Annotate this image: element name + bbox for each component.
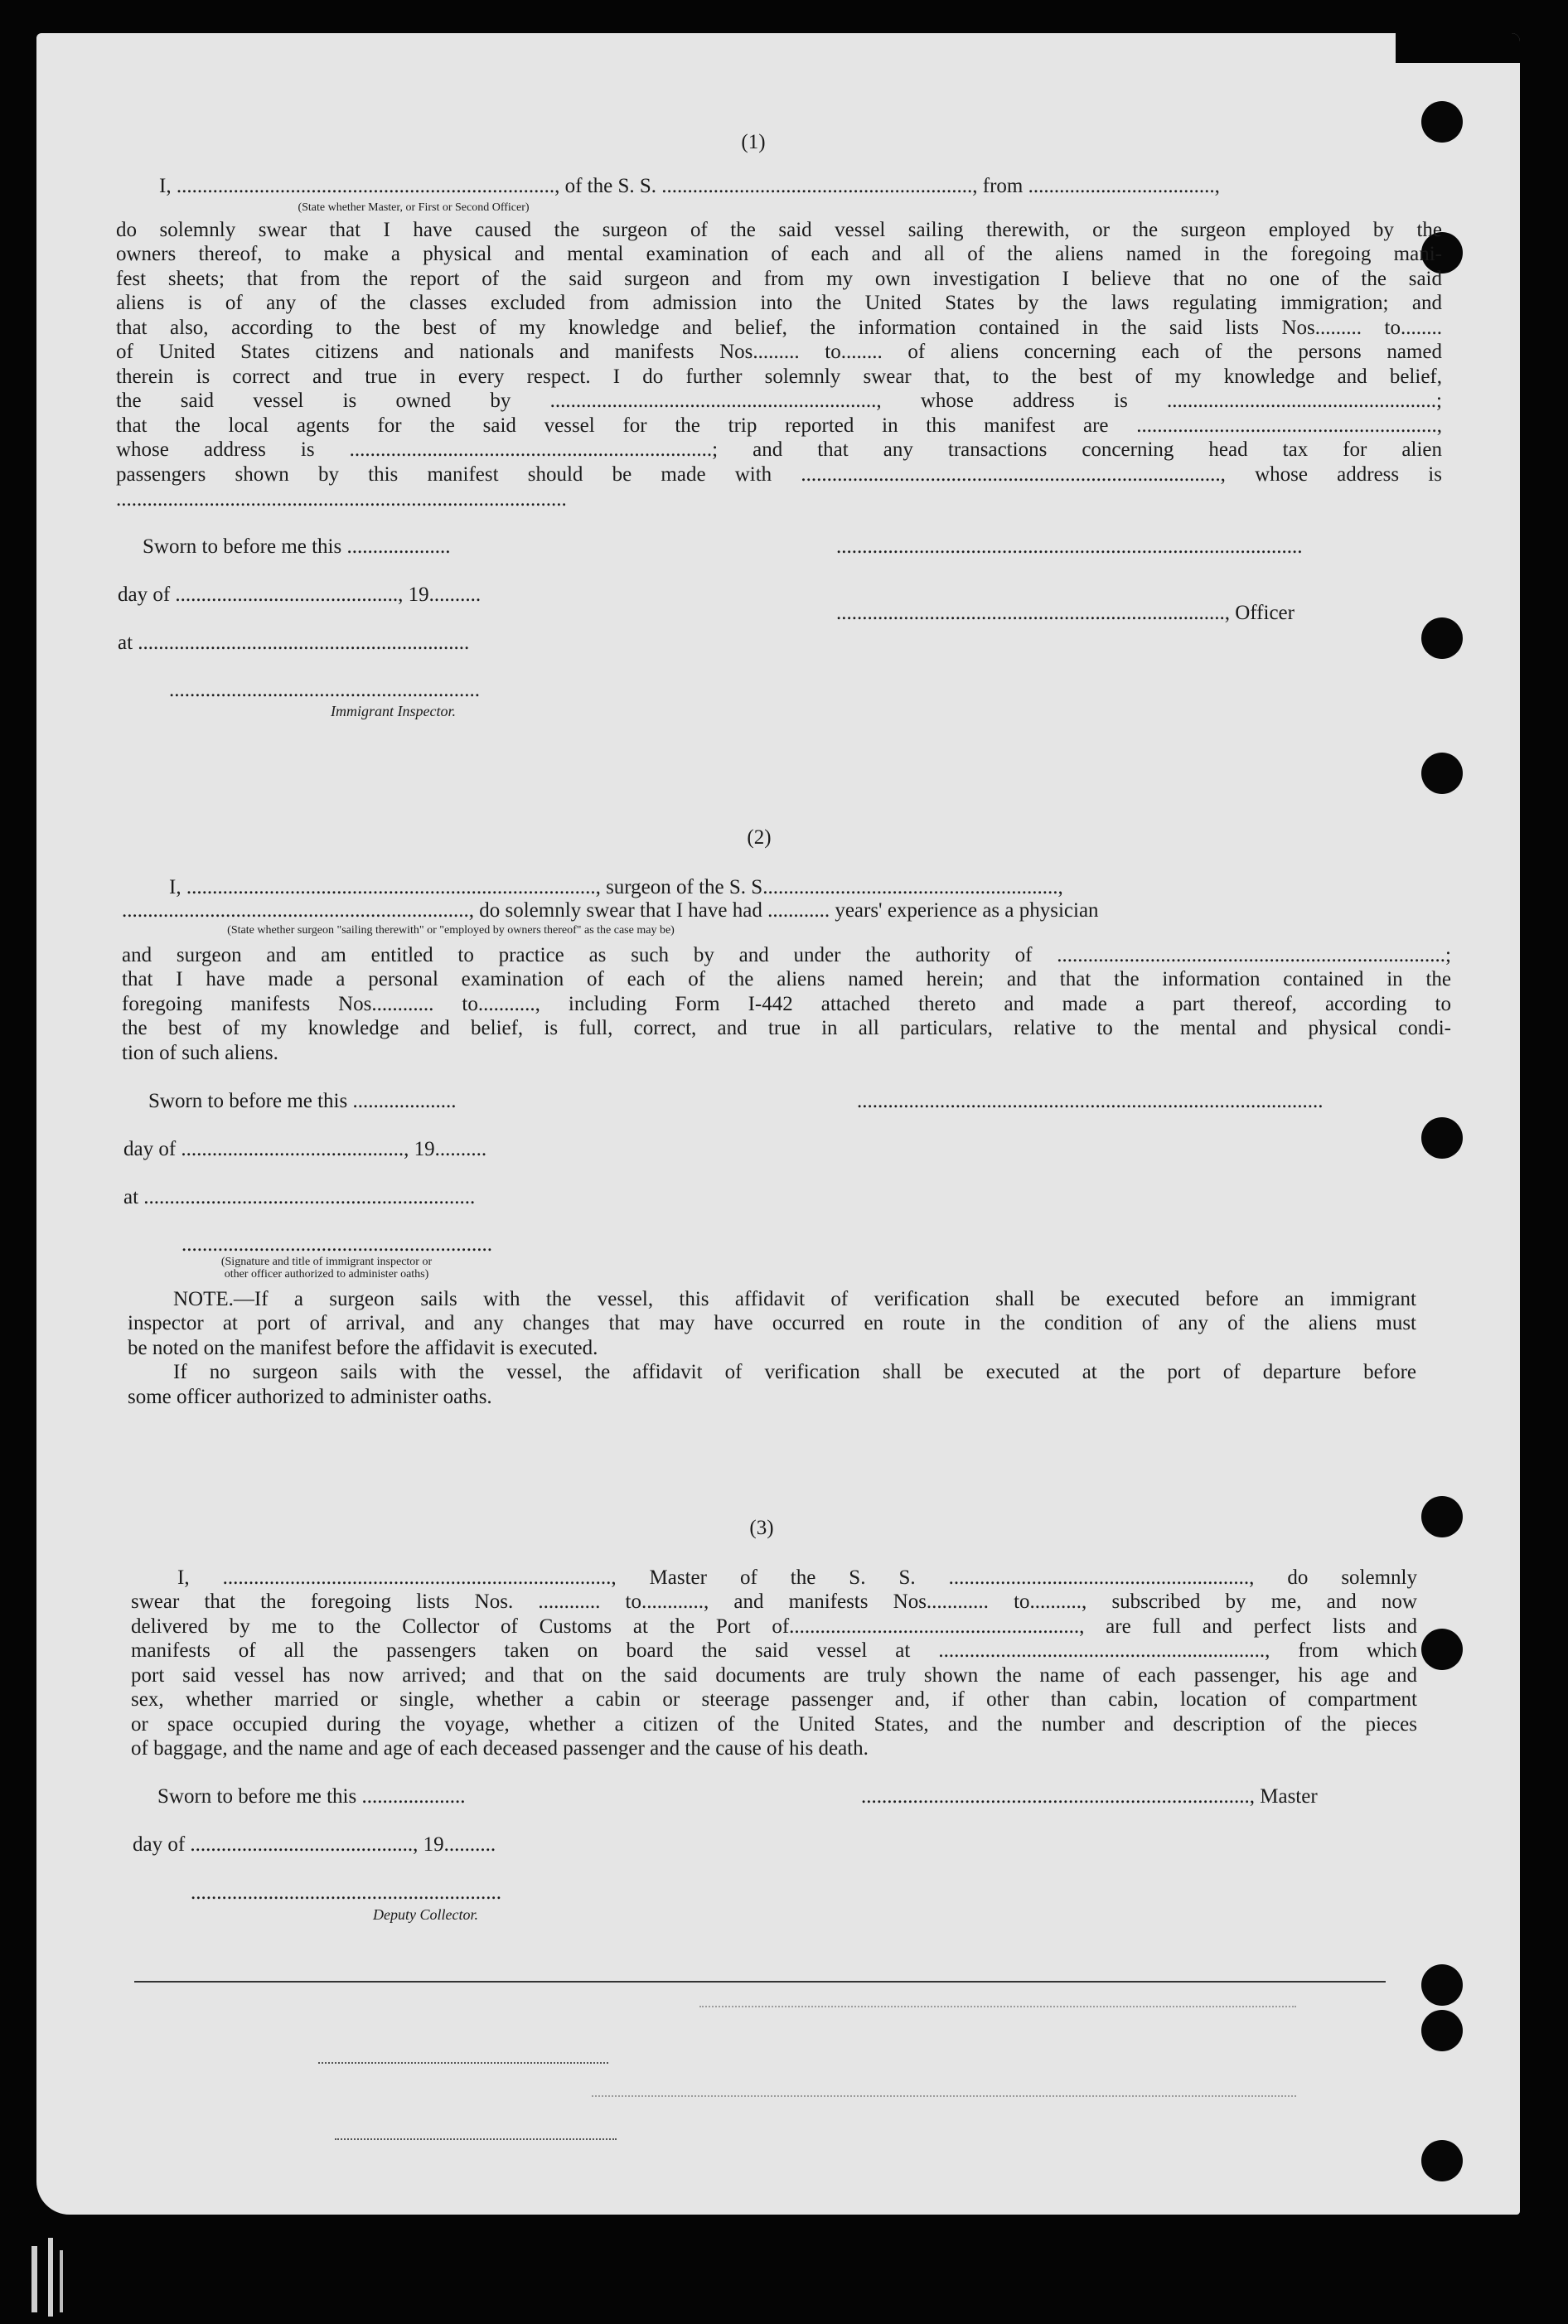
officer-signature-line: .......................................................................................... — [836, 535, 1303, 558]
scanner-edge-mark — [48, 2238, 53, 2317]
body-line: port said vessel has now arrived; and that on the said documents are truly shown the name of each passenger, his age and — [131, 1664, 1417, 1687]
officer-line: ..........................................................................., Officer — [836, 602, 1295, 624]
faint-dotted-line — [592, 2095, 1296, 2097]
signature-caption: other officer authorized to administer oaths) — [224, 1268, 429, 1281]
faint-dotted-line — [699, 2006, 1296, 2007]
body-line: tion of such aliens. — [122, 1042, 278, 1064]
body-line: therein is correct and true in every respect. I do further solemnly swear that, to the best of my knowledge and belief, — [116, 366, 1442, 388]
punch-hole — [1421, 1629, 1463, 1670]
sworn-line: Sworn to before me this .................... — [148, 1090, 457, 1112]
note-line: be noted on the manifest before the affidavit is executed. — [128, 1337, 598, 1359]
body-line: delivered by me to the Collector of Customs at the Port of........................................................, are full and perfect lists and — [131, 1615, 1417, 1638]
body-line: that also, according to the best of my knowledge and belief, the information contained in the said lists Nos......... to........ — [116, 317, 1442, 339]
punch-hole — [1421, 753, 1463, 794]
day-line: day of ..........................................., 19.......... — [123, 1138, 487, 1160]
punch-hole — [1421, 1496, 1463, 1537]
punch-hole — [1421, 2140, 1463, 2181]
sworn-line: Sworn to before me this .................... — [157, 1785, 466, 1808]
at-line: at ................................................................ — [118, 632, 470, 654]
note-line: inspector at port of arrival, and any changes that may have occurred en route in the condition of any of the aliens must — [128, 1312, 1416, 1334]
body-line: the best of my knowledge and belief, is full, correct, and true in all particulars, relative to the mental and physical condi- — [122, 1017, 1451, 1039]
field-caption: (State whether Master, or First or Second Officer) — [298, 201, 530, 214]
body-line: and surgeon and am entitled to practice as such by and under the authority of ...........................................................................; — [122, 944, 1451, 966]
body-line: owners thereof, to make a physical and mental examination of each and all of the aliens named in the foregoing mani- — [116, 243, 1442, 265]
section-number: (2) — [747, 826, 772, 849]
sworn-line: Sworn to before me this .................... — [143, 535, 451, 558]
field-caption: (State whether surgeon "sailing therewith" or "employed by owners thereof" as the case may be) — [227, 924, 675, 937]
master-declaration-line: I, ........................................................................., of the S. S. ............................................................, from ...................................., — [159, 175, 1220, 197]
body-line: swear that the foregoing lists Nos. ............ to............, and manifests Nos............ to.........., subscribed by me, and now — [131, 1590, 1417, 1613]
surgeon-signature-line: .......................................................................................... — [857, 1090, 1324, 1112]
day-line: day of ..........................................., 19.......... — [118, 583, 482, 606]
punch-hole — [1421, 101, 1463, 143]
signature-caption: (Signature and title of immigrant inspector or — [220, 1256, 433, 1268]
body-line: or space occupied during the voyage, whether a citizen of the United States, and the number and description of the pieces — [131, 1713, 1417, 1736]
body-line: of United States citizens and nationals and manifests Nos......... to........ of aliens concerning each of the persons named — [116, 341, 1442, 363]
collector-caption: Deputy Collector. — [373, 1906, 478, 1923]
faint-dotted-line — [335, 2138, 617, 2140]
document-page — [36, 33, 1520, 2215]
body-line: passengers shown by this manifest should be made with ................................................................................., whose address is — [116, 463, 1442, 486]
section-number: (1) — [741, 131, 766, 153]
master-signature-line: ..........................................................................., Master — [861, 1785, 1318, 1808]
note-line: If no surgeon sails with the vessel, the affidavit of verification shall be executed at the port of departure before — [173, 1361, 1416, 1383]
collector-signature-line: ............................................................ — [191, 1881, 501, 1904]
torn-corner — [1396, 33, 1520, 63]
body-line: I, ..........................................................................., Master of the S. S. .........................................................., do solemnly — [177, 1566, 1417, 1589]
body-line: fest sheets; that from the report of the said surgeon and from my own investigation I believe that no one of the said — [116, 268, 1442, 290]
scanner-edge-mark — [60, 2250, 63, 2312]
at-line: at ................................................................ — [123, 1186, 476, 1208]
surgeon-declaration-line: ..................................................................., do solemnly swear that I have had ............ years' experience as a physician — [122, 899, 1099, 922]
body-line: the said vessel is owned by ..............................................................., whose address is ....................................................; — [116, 390, 1442, 412]
punch-hole — [1421, 1964, 1463, 2006]
inspector-signature-line: ............................................................ — [169, 679, 480, 701]
body-line: whose address is ......................................................................; and that any transactions concerning head tax for alien — [116, 438, 1442, 461]
faint-dotted-line — [318, 2062, 608, 2064]
note-line: some officer authorized to administer oaths. — [128, 1386, 492, 1408]
body-line: manifests of all the passengers taken on board the said vessel at ..............................................................., from which — [131, 1639, 1417, 1662]
day-line: day of ..........................................., 19.......... — [133, 1833, 496, 1856]
punch-hole — [1421, 1117, 1463, 1159]
note-line: NOTE.—If a surgeon sails with the vessel, this affidavit of verification shall be executed before an immigrant — [173, 1288, 1416, 1310]
bottom-rule — [134, 1981, 1386, 1983]
punch-hole — [1421, 2010, 1463, 2051]
body-line: do solemnly swear that I have caused the surgeon of the said vessel sailing therewith, or the surgeon employed by the — [116, 219, 1442, 241]
body-line: sex, whether married or single, whether a cabin or steerage passenger and, if other than cabin, location of compartment — [131, 1688, 1417, 1711]
signature-line: ............................................................ — [181, 1233, 492, 1256]
body-line: foregoing manifests Nos............ to..........., including Form I-442 attached thereto and made a part thereof, according to — [122, 993, 1451, 1015]
body-line: that I have made a personal examination of each of the aliens named herein; and that the information contained in the — [122, 968, 1451, 990]
inspector-caption: Immigrant Inspector. — [331, 703, 456, 719]
body-line: that the local agents for the said vessel for the trip reported in this manifest are .........................................................., — [116, 414, 1442, 437]
scanner-edge-mark — [31, 2246, 37, 2312]
surgeon-declaration-line: I, ..............................................................................., surgeon of the S. S........................................................., — [169, 876, 1063, 898]
section-number: (3) — [749, 1517, 774, 1539]
body-line: of baggage, and the name and age of each deceased passenger and the cause of his death. — [131, 1737, 869, 1760]
body-line: aliens is of any of the classes excluded from admission into the United States by the laws regulating immigration; and — [116, 292, 1442, 314]
punch-hole — [1421, 617, 1463, 659]
body-line: ....................................................................................... — [116, 488, 567, 511]
